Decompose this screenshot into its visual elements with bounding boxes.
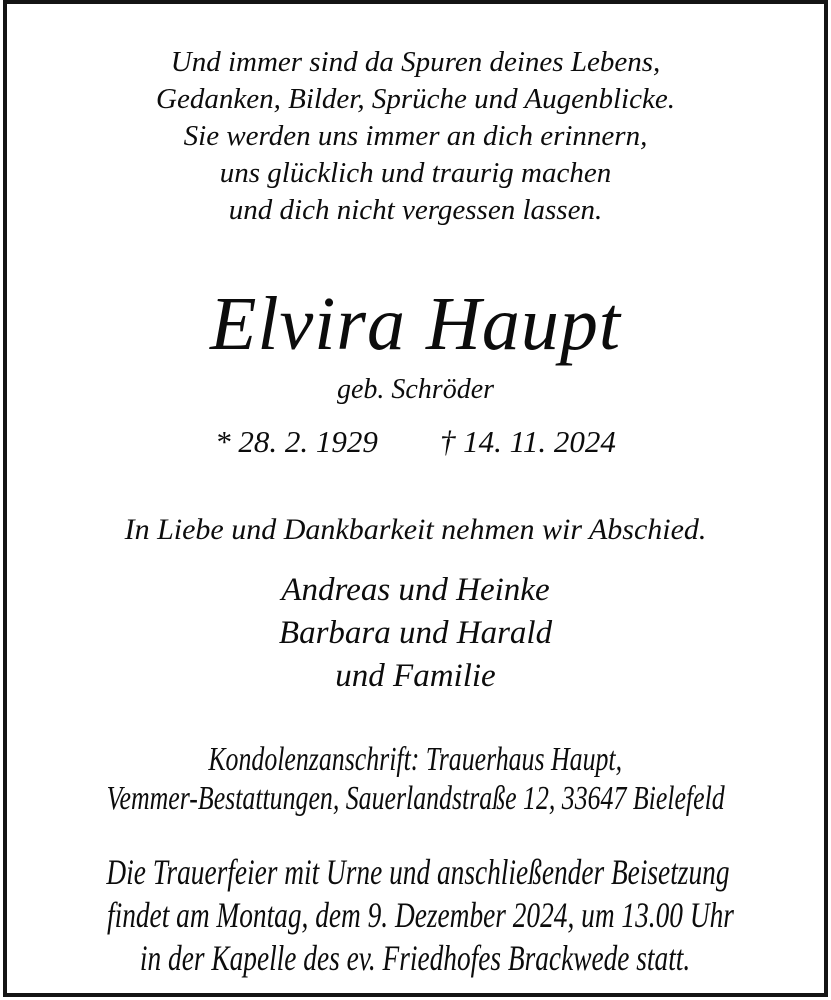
maiden-name: geb. Schröder [336,374,495,405]
ceremony-details [8,851,823,980]
mourners-line: Barbara und Harald [278,615,553,651]
verse-line: Und immer sind da Spuren deines Lebens, [170,46,661,78]
ceremony-line: Die Trauerfeier mit Urne und anschließender Beisetzung [106,852,730,892]
verse-line: Sie werden uns immer an dich erinnern, [183,120,648,152]
farewell-line: In Liebe und Dankbarkeit nehmen wir Abschied. [124,513,707,546]
life-dates [8,423,823,461]
mourners-list [8,569,823,698]
verse-line: uns glücklich und traurig machen [219,157,612,189]
condolence-line: Kondolenzanschrift: Trauerhaus Haupt, [208,741,623,778]
verse-line: und dich nicht vergessen lassen. [228,194,603,226]
condolence-line: Vemmer-Bestattungen, Sauerlandstraße 12, 33647 Bielefeld [106,780,725,817]
obituary-notice [8,0,823,992]
verse-line: Gedanken, Bilder, Sprüche und Augenblicke. [156,83,675,115]
mourners-line: und Familie [335,658,496,694]
opening-verse [8,44,823,229]
ceremony-line: findet am Montag, dem 9. Dezember 2024, um 13.00 Uhr [106,895,734,935]
death-date: † 14. 11. 2024 [439,424,616,459]
mourners-line: Andreas und Heinke [281,572,550,608]
deceased-name: Elvira Haupt [210,282,621,366]
ceremony-line: in der Kapelle des ev. Friedhofes Brackwede statt. [140,938,691,978]
birth-date: * 28. 2. 1929 [215,424,378,459]
condolence-address [8,740,823,818]
